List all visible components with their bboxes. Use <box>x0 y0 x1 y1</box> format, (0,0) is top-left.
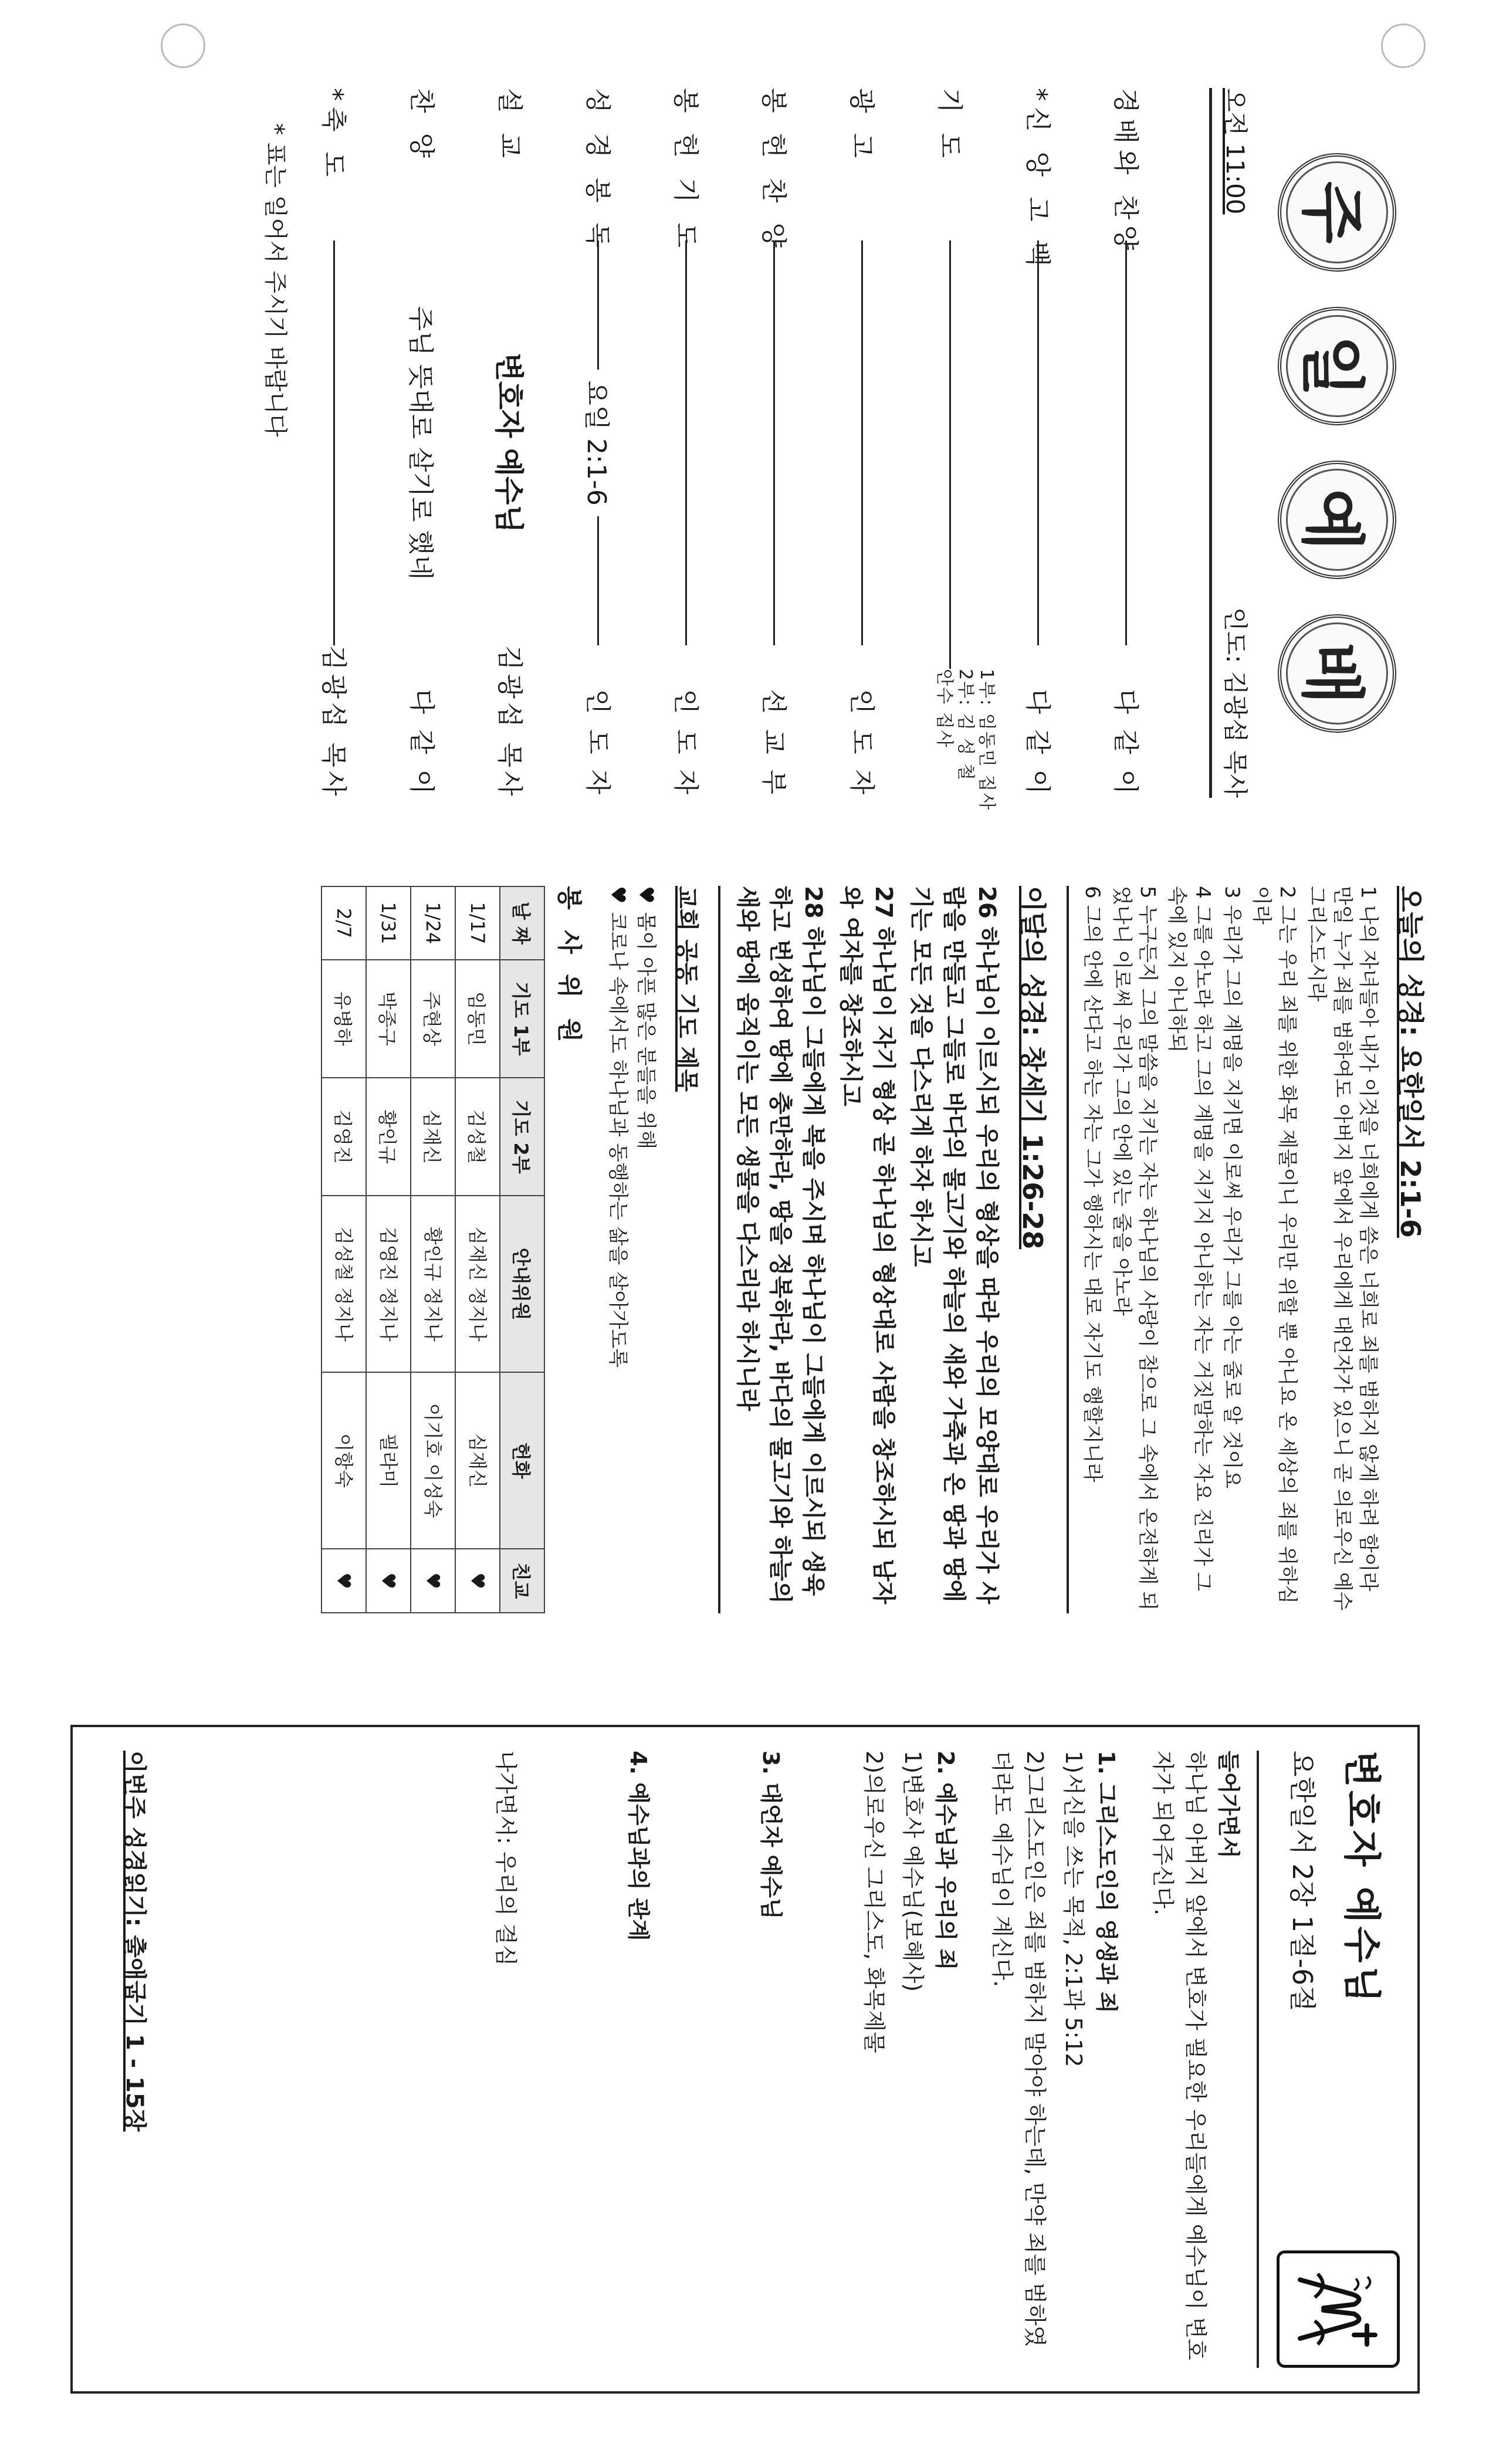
service-schedule-title: 봉 사 위 원 <box>555 886 584 1048</box>
column-header: 기도 2부 <box>500 1078 544 1196</box>
leader-line <box>757 241 793 645</box>
reading-verse: 27 하나님이 자기 형상 곧 하나님의 형상대로 사람을 창조하시되 남자와 여자를 창조하시고 <box>837 886 897 1605</box>
title-char: 일 <box>1278 307 1396 425</box>
punch-hole <box>161 23 205 68</box>
prayer-text: 몸이 아픈 많은 분들을 위해 <box>634 912 658 1149</box>
cell: 황인규 정지나 <box>411 1196 455 1372</box>
order-who: 인 도 자 <box>671 689 700 798</box>
sermon-title: 변호자 예수님 <box>1339 1751 1383 2006</box>
cell: 유병하 <box>321 960 366 1078</box>
section-line: 1)변호사 예수님(보혜사) <box>900 1751 926 1992</box>
cell: 김영진 <box>321 1078 366 1196</box>
title-char: 배 <box>1278 614 1396 733</box>
order-item: *신 앙 고 백 <box>1023 88 1052 272</box>
section-heading: 1. 그리스도인의 영생과 죄 <box>1094 1751 1119 2013</box>
cell: 이항숙 <box>321 1372 366 1549</box>
order-row <box>317 88 405 798</box>
intro-label: 들어가면서 <box>1216 1751 1241 1859</box>
closing <box>489 1751 522 2368</box>
prayer-item <box>632 886 660 1613</box>
service-schedule-table <box>321 886 545 1613</box>
leader-line <box>669 241 705 645</box>
section-line: 2)의로우신 그리스도, 화목제물 <box>861 1751 887 2053</box>
service-time: 오전 11:00 <box>1221 88 1250 215</box>
order-item: 설 교 <box>495 88 524 164</box>
sermon-reference: 요한일서 2장 1절-6절 <box>1287 1751 1318 2012</box>
hymn-title: 주님 뜻대로 살기로 했네 <box>404 296 442 591</box>
column-header: 기도 1부 <box>500 960 544 1078</box>
column-header: 헌화 <box>500 1372 544 1549</box>
order-item: *축 도 <box>319 88 348 182</box>
worship-title <box>1278 88 1396 798</box>
order-who: 인 도 자 <box>847 689 876 798</box>
weekly-bible-reading: 이번주 성경읽기: 출애굽기 1 - 15장 <box>121 1751 148 2132</box>
cell: 필라미 <box>366 1372 411 1549</box>
closing-label: 나가면서: <box>493 1751 519 1844</box>
leader-line <box>1109 241 1145 645</box>
order-row <box>581 88 669 798</box>
cell: 임동민 <box>455 960 500 1078</box>
cell: 김성철 정지나 <box>321 1196 366 1372</box>
cell: 박종구 <box>366 960 411 1078</box>
order-who: 다 같 이 <box>1023 689 1052 798</box>
verse: 6 그의 안에 산다고 하는 자는 그가 행하시는 대로 자기도 행할지니라 <box>1081 886 1104 1483</box>
order-row <box>1021 88 1109 798</box>
heart-icon: ♥ <box>634 886 658 904</box>
section-heading: 3. 대언자 예수님 <box>758 1751 784 1920</box>
section-line: 1)서신을 쓰는 목적, 2:1과 5:12 <box>1061 1751 1087 2067</box>
heart-icon: ♥ <box>606 886 629 904</box>
order-row <box>933 88 1021 811</box>
table-row <box>321 886 366 1613</box>
order-who: 다 같 이 <box>1111 689 1140 798</box>
standing-footnote: * 표는 일어서 주시기 바랍니다 <box>262 123 289 437</box>
verse: 5 누구든지 그의 말씀을 지키는 자는 하나님의 사랑이 참으로 그 속에서 온전하게 되었나니 이로써 우리가 그의 안에 있는 줄을 아노라 <box>1110 886 1159 1611</box>
order-item: 성 경 봉 독 <box>583 88 612 253</box>
order-item: 봉 헌 찬 양 <box>759 88 788 253</box>
section-line: 2)그리스도인은 죄를 범하지 말아야 하는데, 만약 죄를 범하였더라도 예수님이 계신다. <box>989 1751 1048 2347</box>
verse: 1 나의 자녀들아 내가 이것을 너희에게 씀은 너희로 죄를 범하지 않게 하려 함이라 만일 누가 죄를 범하여도 아버지 앞에서 우리에게 대언자가 있으니 곧 의로우신 예수 그리스도시라 <box>1305 886 1380 1611</box>
cell: 심재신 <box>455 1372 500 1549</box>
leader-line <box>581 241 617 645</box>
scripture-reference: 요일 2:1-6 <box>580 370 618 516</box>
order-item: 광 고 <box>847 88 876 164</box>
divider <box>718 886 720 1613</box>
intro-text: 하나님 아버지 앞에서 변호가 필요한 우리들에게 예수님이 변호자가 되어주신다. <box>1150 1751 1209 2360</box>
order-list <box>317 88 1197 811</box>
order-who: 김광섭 목사 <box>319 645 348 800</box>
cell: 1/31 <box>366 886 411 960</box>
prayer-text: 코로나 속에서도 하나님과 동행하는 삶을 살아가도록 <box>606 912 629 1368</box>
cell: 2/7 <box>321 886 366 960</box>
order-row <box>669 88 757 798</box>
leader-line <box>845 241 881 645</box>
heart-icon: ♥ <box>411 1549 455 1613</box>
order-item: 봉 헌 기 도 <box>671 88 700 253</box>
order-who: 인 도 자 <box>583 689 612 798</box>
verse: 3 우리가 그의 계명을 지키면 이로써 우리가 그를 아는 줄로 알 것이요 <box>1220 886 1244 1489</box>
sermon-notes-panel <box>0 1690 1496 2429</box>
order-row <box>405 88 493 798</box>
table-row <box>455 886 500 1613</box>
cell: 1/17 <box>455 886 500 960</box>
sermon-slot <box>493 241 529 645</box>
reading-verse: 28 하나님이 그들에게 복을 주시며 하나님이 그들에게 이르시되 생육하고 번성하여 땅에 충만하라, 땅을 정복하라, 바다의 물고기와 하늘의 새와 땅에 움직이는 모든 생물을 다스리라 하시니라 <box>734 886 827 1604</box>
todays-scripture-title: 오늘의 성경: 요한일서 2:1-6 <box>1395 886 1426 1238</box>
column-header: 안내위원 <box>500 1196 544 1372</box>
order-item: 기 도 <box>935 88 964 164</box>
cell: 심재신 정지나 <box>455 1196 500 1372</box>
hymn-slot <box>405 241 441 645</box>
cell: 김영진 정지나 <box>366 1196 411 1372</box>
punch-hole <box>1381 23 1426 68</box>
cell: 황인규 <box>366 1078 411 1196</box>
cell: 김성철 <box>455 1078 500 1196</box>
cell: 심재신 <box>411 1078 455 1196</box>
section-heading: 4. 예수님과의 관계 <box>625 1751 651 1941</box>
order-row <box>757 88 845 798</box>
sermon-notes-box <box>70 1725 1420 2394</box>
praying-hands-icon <box>1277 2250 1400 2368</box>
order-who-prayer <box>933 669 997 811</box>
heart-icon: ♥ <box>321 1549 366 1613</box>
prayer-leader-1: 1부: 임동민 집사 <box>976 669 997 811</box>
cell: 1/24 <box>411 886 455 960</box>
table-header-row <box>500 886 544 1613</box>
order-row <box>845 88 933 798</box>
sermon-title-inline: 변호자 예수님 <box>490 342 532 543</box>
order-item: 찬 양 <box>407 88 436 164</box>
prayer-leader-2: 2부: 김 성 철 <box>955 669 976 781</box>
order-who: 김광섭 목사 <box>495 645 524 800</box>
order-row <box>1109 88 1197 798</box>
title-char: 주 <box>1278 153 1396 272</box>
order-of-worship-panel <box>0 0 1496 851</box>
verse: 4 그를 아노라 하고 그의 계명을 지키지 아니하는 자는 거짓말하는 자요 진리가 그 속에 있지 아니하되 <box>1165 886 1214 1592</box>
section-heading: 2. 예수님과 우리의 죄 <box>933 1751 959 1971</box>
reading-verse: 26 하나님이 이르시되 우리의 형상을 따라 우리의 모양대로 우리가 사람을 만들고 그들로 바다의 물고기와 하늘의 새와 가축과 온 땅과 땅에 기는 모든 것을 다스리게 하자 하시고 <box>908 886 1000 1605</box>
order-row <box>493 88 581 798</box>
monthly-reading-title: 이달의 성경: 창세기 1:26-28 <box>1017 886 1048 1250</box>
table-row <box>366 886 411 1613</box>
cell: 주현상 <box>411 960 455 1078</box>
leader-line <box>1021 241 1057 645</box>
leader-line <box>933 241 969 669</box>
cell: 이기호 이성숙 <box>411 1372 455 1549</box>
order-item: 경배와 찬양 <box>1111 88 1140 256</box>
service-meta <box>1209 88 1254 798</box>
column-header: 친교 <box>500 1549 544 1613</box>
prayer-item <box>604 886 632 1613</box>
prayer-title: 교회 공동 기도 제목 <box>673 886 700 1092</box>
table-row <box>411 886 455 1613</box>
heart-icon: ♥ <box>366 1549 411 1613</box>
sermon-header <box>1257 1751 1400 2368</box>
order-who: 선 교 부 <box>759 689 788 798</box>
column-header: 날 짜 <box>500 886 544 960</box>
closing-text: 우리의 결심 <box>493 1851 519 1967</box>
order-who: 다 같 이 <box>407 689 436 798</box>
service-leader: 인도: 김광섭 목사 <box>1221 607 1250 798</box>
scripture-panel <box>0 851 1496 1649</box>
leader-line <box>317 241 353 645</box>
prayer-leader-2-title: 안수 집사 <box>934 669 955 749</box>
divider <box>1067 886 1069 1613</box>
heart-icon: ♥ <box>455 1549 500 1613</box>
title-char: 예 <box>1278 461 1396 579</box>
verse: 2 그는 우리 죄를 위한 화목 제물이니 우리만 위할 뿐 아니요 온 세상의 죄를 위하심이라 <box>1250 886 1299 1604</box>
